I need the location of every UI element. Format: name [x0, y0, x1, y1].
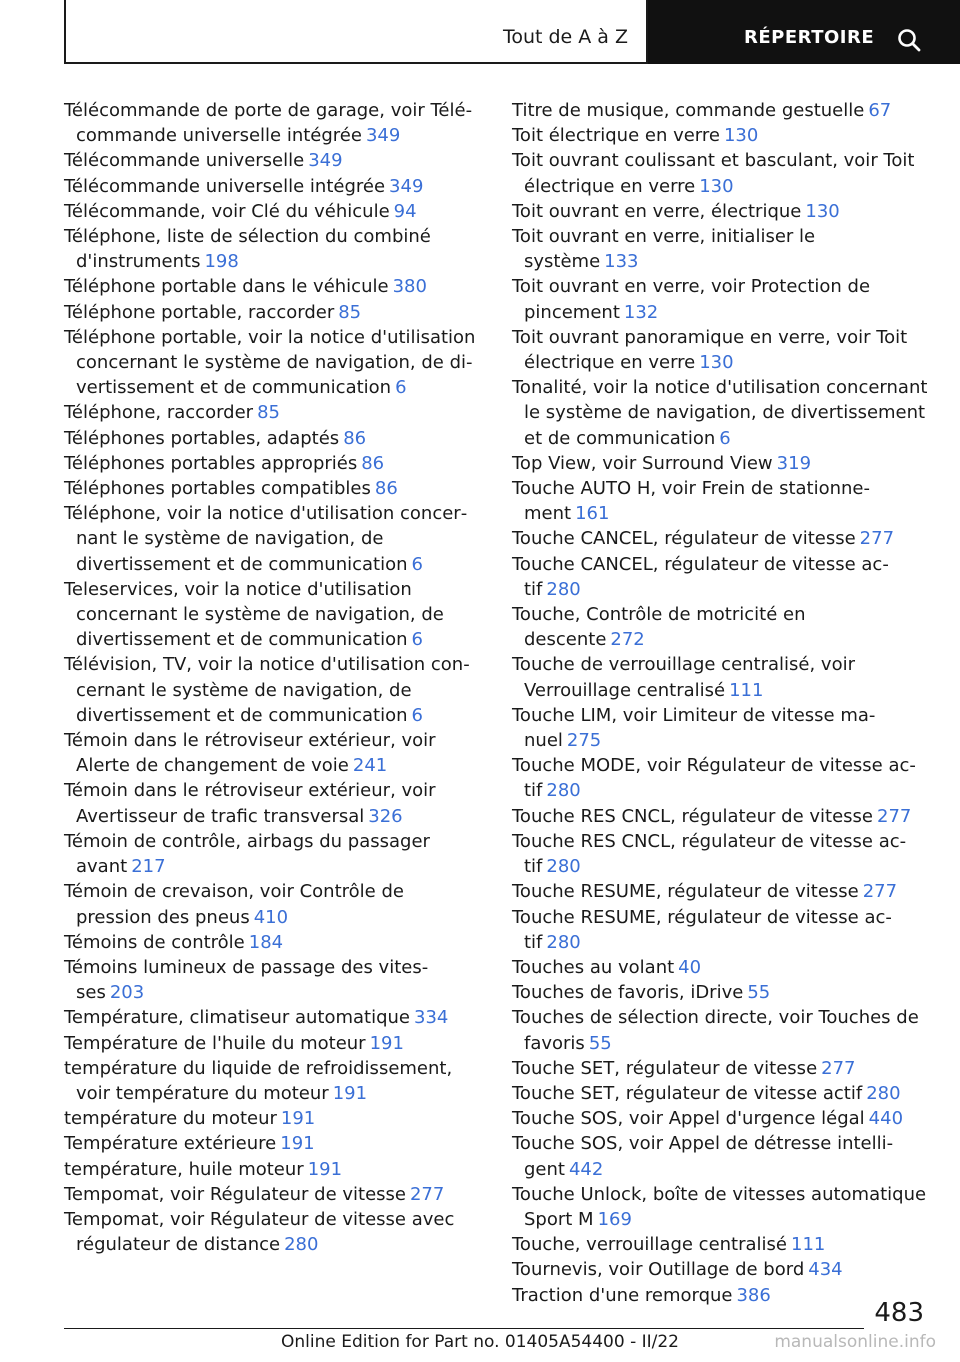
index-entry-text: Touche RESUME, régulateur de vitesse — [512, 881, 859, 903]
index-entry-text: Touche RES CNCL, régulateur de vitesse — [512, 805, 874, 827]
index-entry-text: Témoins lumineux de passage des vitesses — [64, 956, 429, 1004]
page-reference-link[interactable]: 277 — [859, 528, 895, 550]
page-reference-link[interactable]: 349 — [389, 175, 424, 197]
index-entry — [512, 476, 930, 526]
page-reference-link[interactable]: 86 — [343, 427, 367, 449]
index-entry — [64, 577, 482, 653]
index-entry — [512, 1081, 930, 1106]
index-entry-text: Top View, voir Surround View — [512, 452, 773, 474]
index-entry-text: Touche RES CNCL, régulateur de vitesse actif — [512, 830, 907, 878]
page-reference-link[interactable]: 349 — [365, 125, 401, 147]
index-entry-text: Température, climatiseur automatique — [64, 1007, 411, 1029]
index-entry — [64, 778, 482, 828]
index-entry — [512, 375, 930, 451]
page-reference-link[interactable]: 130 — [699, 175, 734, 197]
index-entry-text: Touche de verrouillage centralisé, voir Verrouillage centralisé — [512, 654, 856, 701]
index-entry — [64, 1131, 482, 1156]
page-reference-link[interactable]: 6 — [411, 553, 423, 575]
index-entry — [64, 325, 482, 401]
index-entry-text: Toit électrique en verre — [512, 125, 720, 147]
index-entry-text: Touche MODE, voir Régulateur de vitesse actif — [512, 755, 916, 802]
page-reference-link[interactable]: 280 — [284, 1234, 319, 1256]
index-entry — [64, 148, 482, 173]
page-reference-link[interactable]: 86 — [361, 452, 385, 474]
index-entry — [64, 1005, 482, 1030]
index-entry-text: Touches de sélection directe, voir Touches de favoris — [512, 1007, 919, 1054]
index-entry — [512, 552, 930, 602]
index-entry — [512, 980, 930, 1005]
index-entry — [512, 804, 930, 829]
index-entry — [64, 224, 482, 274]
index-entry-text: Traction d'une remorque — [512, 1284, 733, 1306]
index-entry-text: Touche, verrouillage centralisé — [512, 1234, 787, 1256]
page-reference-link[interactable]: 349 — [308, 150, 343, 172]
index-entry — [512, 652, 930, 702]
page-reference-link[interactable]: 67 — [868, 100, 892, 121]
page-reference-link[interactable]: 191 — [280, 1133, 315, 1155]
index-entry-text: Température extérieure — [64, 1133, 277, 1155]
index-entry-text: Touche RESUME, régulateur de vitesse actif — [512, 906, 892, 953]
index-entry — [512, 1131, 930, 1181]
index-column-right — [512, 98, 930, 1308]
page-reference-link[interactable]: 130 — [723, 125, 759, 147]
index-entry-text: température, huile moteur — [64, 1158, 304, 1180]
index-entry-text: Touche Unlock, boîte de vitesses automatique Sport M — [512, 1183, 927, 1230]
index-entry-text: Toit ouvrant panoramique en verre, voir Toit électrique en verre — [512, 326, 908, 374]
watermark: manualsonline.info — [774, 1332, 936, 1352]
page-reference-link[interactable]: 55 — [747, 982, 771, 1004]
section-label: Tout de A à Z — [502, 26, 628, 48]
index-entry-text: Touche CANCEL, régulateur de vitesse actif — [512, 553, 889, 600]
index-entry — [64, 400, 482, 425]
index-entry — [512, 224, 930, 274]
index-entry — [512, 148, 930, 198]
page-reference-link[interactable]: 85 — [338, 301, 362, 323]
index-entry-text: Téléphones portables compatibles — [64, 478, 371, 500]
index-entry — [64, 501, 482, 577]
index-entry-text: Touche SET, régulateur de vitesse — [512, 1057, 818, 1079]
index-entry — [64, 1207, 482, 1257]
page-reference-link[interactable]: 191 — [307, 1158, 343, 1180]
index-entry — [512, 602, 930, 652]
page-reference-link[interactable]: 184 — [248, 931, 284, 953]
index-entry-text: Tempomat, voir Régulateur de vitesse avec régulateur de distance — [64, 1208, 455, 1256]
page-reference-link[interactable]: 386 — [736, 1284, 771, 1306]
index-entry-text: Teleservices, voir la notice d'utilisation concernant le système de navigation, de divertissement et de communication — [64, 578, 444, 651]
index-entry — [512, 1056, 930, 1081]
page-reference-link[interactable]: 86 — [374, 478, 398, 500]
page-reference-link[interactable]: 280 — [866, 1082, 901, 1104]
page-reference-link[interactable]: 130 — [699, 352, 734, 374]
index-entry — [64, 300, 482, 325]
page-reference-link[interactable]: 280 — [546, 780, 581, 802]
index-entry — [512, 1232, 930, 1257]
index-entry — [512, 955, 930, 980]
index-entry — [512, 879, 930, 904]
index-entry — [512, 753, 930, 803]
page-reference-link[interactable]: 277 — [877, 805, 912, 827]
page-reference-link[interactable]: 280 — [546, 931, 581, 953]
index-entry — [64, 1106, 482, 1131]
index-entry-text: Tonalité, voir la notice d'utilisation concernant le système de navigation, de divertissement et de communication — [512, 377, 928, 449]
index-entry — [512, 199, 930, 224]
index-entry — [512, 325, 930, 375]
index-entry-text: Téléphone portable, raccorder — [64, 301, 335, 323]
index-entry — [64, 1031, 482, 1056]
index-entry-text: Téléphone portable, voir la notice d'utilisation concernant le système de navigation, de divertissement et de communication — [64, 326, 476, 399]
index-entry-text: Touche SET, régulateur de vitesse actif — [512, 1082, 863, 1104]
index-entry — [64, 1157, 482, 1182]
index-entry — [64, 476, 482, 501]
page-reference-link[interactable]: 169 — [597, 1208, 632, 1230]
page-reference-link[interactable]: 410 — [253, 906, 289, 928]
index-entry — [512, 274, 930, 324]
page-reference-link[interactable]: 198 — [204, 251, 239, 273]
page-reference-link[interactable]: 280 — [546, 578, 581, 600]
index-entry — [64, 829, 482, 879]
page-reference-link[interactable]: 133 — [604, 251, 639, 273]
index-entry — [512, 703, 930, 753]
page-reference-link[interactable]: 217 — [131, 856, 166, 878]
index-entry — [512, 1283, 930, 1308]
index-entry — [64, 98, 482, 148]
page-reference-link[interactable]: 319 — [776, 452, 812, 474]
header-chapter-tab[interactable] — [648, 0, 960, 64]
index-entry-text: Téléphone, voir la notice d'utilisation concernant le système de navigation, de divertissement et de communication — [64, 503, 468, 575]
page-reference-link[interactable]: 132 — [623, 301, 659, 323]
page-reference-link[interactable]: 442 — [568, 1158, 604, 1180]
page-reference-link[interactable]: 277 — [409, 1183, 445, 1205]
page-reference-link[interactable]: 6 — [411, 629, 423, 651]
index-entry-text: Température de l'huile du moteur — [64, 1032, 366, 1054]
index-entry-text: Téléphone portable dans le véhicule — [64, 276, 389, 298]
page-reference-link[interactable]: 85 — [257, 402, 280, 424]
page-reference-link[interactable]: 191 — [369, 1032, 404, 1054]
page-reference-link[interactable]: 130 — [805, 200, 840, 222]
page-reference-link[interactable]: 277 — [862, 881, 898, 903]
page-reference-link[interactable]: 326 — [368, 805, 403, 827]
page-reference-link[interactable]: 6 — [395, 377, 407, 399]
index-entry — [512, 1106, 930, 1131]
index-entry-text: Témoin dans le rétroviseur extérieur, voir Avertisseur de trafic transversal — [64, 780, 436, 827]
index-entry-text: Télécommande de porte de garage, voir Télécommande universelle intégrée — [64, 100, 473, 147]
page-reference-link[interactable]: 334 — [414, 1007, 449, 1029]
index-entry-text: Toit ouvrant en verre, initialiser le système — [512, 226, 816, 273]
index-entry — [64, 930, 482, 955]
page-reference-link[interactable]: 94 — [393, 200, 417, 222]
index-entry — [512, 123, 930, 148]
page-reference-link[interactable]: 241 — [352, 755, 388, 777]
index-entry-text: Touches au volant — [512, 956, 675, 978]
index-entry-text: Toit ouvrant en verre, voir Protection de pincement — [512, 276, 871, 323]
index-entry — [64, 274, 482, 299]
page-reference-link[interactable]: 203 — [109, 982, 145, 1004]
page-number: 483 — [874, 1298, 924, 1328]
page-reference-link[interactable]: 111 — [729, 679, 764, 701]
index-entry-text: Télécommande universelle — [64, 150, 305, 172]
index-entry-text: Touche LIM, voir Limiteur de vitesse manuel — [512, 704, 876, 752]
index-entry-text: Témoin de crevaison, voir Contrôle de pression des pneus — [64, 881, 404, 928]
index-entry-text: Témoin de contrôle, airbags du passager avant — [64, 830, 430, 878]
index-entry-text: Toit ouvrant en verre, électrique — [512, 200, 802, 222]
page-reference-link[interactable]: 161 — [575, 503, 610, 525]
index-entry-text: température du liquide de refroidissement, voir température du moteur — [64, 1057, 453, 1104]
header-section-tab[interactable] — [64, 0, 648, 64]
index-entry — [512, 98, 930, 123]
index-entry-text: Touche SOS, voir Appel d'urgence légal — [512, 1108, 865, 1130]
index-entry — [512, 451, 930, 476]
index-entry-text: Téléphone, liste de sélection du combiné d'instruments — [64, 226, 431, 273]
index-entry-text: Témoins de contrôle — [64, 931, 245, 953]
index-entry — [64, 652, 482, 728]
index-entry-text: Touche CANCEL, régulateur de vitesse — [512, 528, 856, 550]
page-reference-link[interactable]: 277 — [821, 1057, 856, 1079]
index-entry-text: Touche, Contrôle de motricité en descente — [512, 604, 806, 651]
page-reference-link[interactable]: 191 — [280, 1108, 316, 1130]
index-entry — [64, 879, 482, 929]
index-entry-text: Télécommande universelle intégrée — [64, 175, 386, 197]
page-reference-link[interactable]: 111 — [791, 1234, 826, 1256]
page-reference-link[interactable]: 280 — [546, 856, 581, 878]
page-reference-link[interactable]: 440 — [868, 1108, 904, 1130]
search-icon[interactable] — [896, 27, 922, 53]
index-entry — [512, 1257, 930, 1282]
index-entry — [64, 1182, 482, 1207]
index-entry — [64, 451, 482, 476]
page-reference-link[interactable]: 275 — [566, 730, 602, 752]
index-column-left — [64, 98, 482, 1257]
index-entry-text: Tournevis, voir Outillage de bord — [512, 1259, 805, 1281]
index-entry-text: Téléphone, raccorder — [64, 402, 254, 424]
page-reference-link[interactable]: 40 — [678, 956, 702, 978]
index-entry — [64, 426, 482, 451]
page-reference-link[interactable]: 434 — [808, 1259, 843, 1281]
index-entry-text: Touche AUTO H, voir Frein de stationnement — [512, 478, 871, 525]
index-entry — [64, 1056, 482, 1106]
index-entry — [64, 728, 482, 778]
page-reference-link[interactable]: 6 — [411, 704, 423, 726]
index-entry-text: Télévision, TV, voir la notice d'utilisation concernant le système de navigation, de divertissement et de communication — [64, 654, 470, 726]
index-entry-text: Tempomat, voir Régulateur de vitesse — [64, 1183, 406, 1205]
index-entry — [512, 1182, 930, 1232]
footer-divider — [64, 1328, 864, 1329]
footer-edition: Online Edition for Part no. 01405A54400 - II/22 — [280, 1332, 679, 1352]
index-entry-text: Témoin dans le rétroviseur extérieur, voir Alerte de changement de voie — [64, 730, 436, 777]
page-reference-link[interactable]: 380 — [392, 276, 427, 298]
index-entry — [64, 174, 482, 199]
index-entry-text: Touches de favoris, iDrive — [512, 982, 744, 1004]
page-reference-link[interactable]: 191 — [332, 1082, 368, 1104]
index-entry — [512, 905, 930, 955]
page-reference-link[interactable]: 272 — [610, 629, 645, 651]
index-entry — [64, 199, 482, 224]
index-entry-text: Télécommande, voir Clé du véhicule — [64, 200, 390, 222]
index-entry-text: Téléphones portables appropriés — [64, 452, 358, 474]
index-entry-text: température du moteur — [64, 1108, 277, 1130]
index-entry-text: Touche SOS, voir Appel de détresse intelligent — [512, 1133, 894, 1180]
index-entry-text: Toit ouvrant coulissant et basculant, voir Toit électrique en verre — [512, 150, 915, 197]
page-reference-link[interactable]: 6 — [719, 427, 731, 449]
index-entry-text: Titre de musique, commande gestuelle — [512, 100, 865, 121]
page-reference-link[interactable]: 55 — [588, 1032, 612, 1054]
chapter-label: RÉPERTOIRE — [744, 27, 875, 48]
index-entry — [512, 829, 930, 879]
index-entry — [512, 526, 930, 551]
index-entry-text: Téléphones portables, adaptés — [64, 427, 340, 449]
index-entry — [512, 1005, 930, 1055]
index-entry — [64, 955, 482, 1005]
